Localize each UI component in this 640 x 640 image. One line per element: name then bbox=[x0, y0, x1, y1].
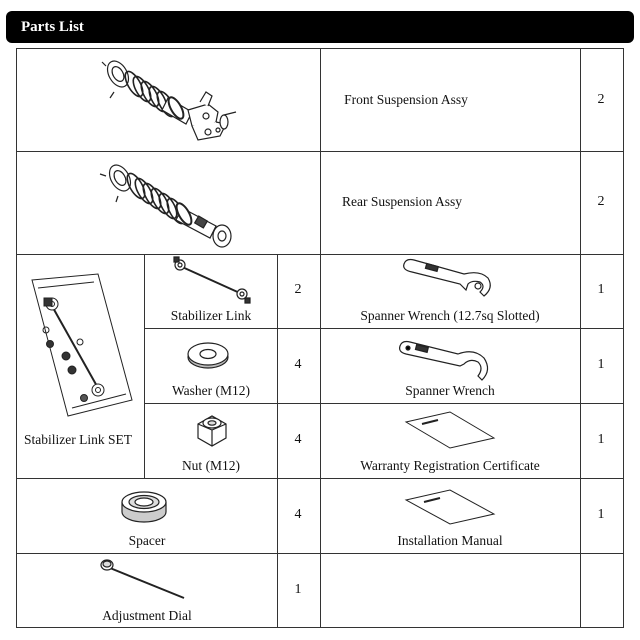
manual-label: Installation Manual bbox=[397, 533, 503, 548]
spanner-qty: 1 bbox=[597, 357, 605, 372]
dial-label: Adjustment Dial bbox=[102, 608, 192, 623]
stabilizer-link-icon bbox=[168, 256, 258, 306]
warranty-qty: 1 bbox=[597, 432, 605, 447]
spanner-slotted-qty: 1 bbox=[597, 282, 605, 297]
manual-icon bbox=[402, 488, 496, 526]
certificate-icon bbox=[402, 410, 496, 450]
washer-icon bbox=[186, 342, 230, 370]
rear-suspension-label: Rear Suspension Assy bbox=[341, 194, 463, 209]
dial-qty: 1 bbox=[294, 582, 302, 597]
empty-cell bbox=[320, 553, 581, 628]
washer-qty: 4 bbox=[294, 357, 302, 372]
washer-label: Washer (M12) bbox=[171, 383, 251, 398]
stabilizer-link-label: Stabilizer Link bbox=[170, 308, 252, 323]
page-title: Parts List bbox=[21, 19, 84, 35]
front-suspension-qty: 2 bbox=[597, 92, 605, 107]
stabilizer-set-label: Stabilizer Link SET bbox=[24, 432, 132, 447]
stabilizer-link-qty: 2 bbox=[294, 282, 302, 297]
spanner-label: Spanner Wrench bbox=[405, 383, 495, 398]
spanner-wrench-icon bbox=[396, 334, 492, 384]
empty-qty-cell bbox=[580, 553, 624, 628]
rear-suspension-icon bbox=[98, 156, 243, 251]
warranty-label: Warranty Registration Certificate bbox=[360, 458, 540, 473]
spanner-wrench-slotted-icon bbox=[400, 256, 496, 304]
rear-suspension-qty: 2 bbox=[597, 194, 605, 209]
nut-qty: 4 bbox=[294, 432, 302, 447]
front-suspension-icon bbox=[96, 52, 246, 152]
stabilizer-link-set-package-icon bbox=[28, 270, 136, 420]
adjustment-dial-icon bbox=[98, 558, 190, 602]
nut-label: Nut (M12) bbox=[181, 458, 241, 473]
manual-qty: 1 bbox=[597, 507, 605, 522]
spacer-label: Spacer bbox=[128, 533, 166, 548]
front-suspension-label: Front Suspension Assy bbox=[344, 92, 468, 107]
spacer-qty: 4 bbox=[294, 507, 302, 522]
spanner-slotted-label: Spanner Wrench (12.7sq Slotted) bbox=[360, 308, 540, 323]
spacer-icon bbox=[119, 488, 169, 524]
nut-icon bbox=[192, 410, 232, 450]
